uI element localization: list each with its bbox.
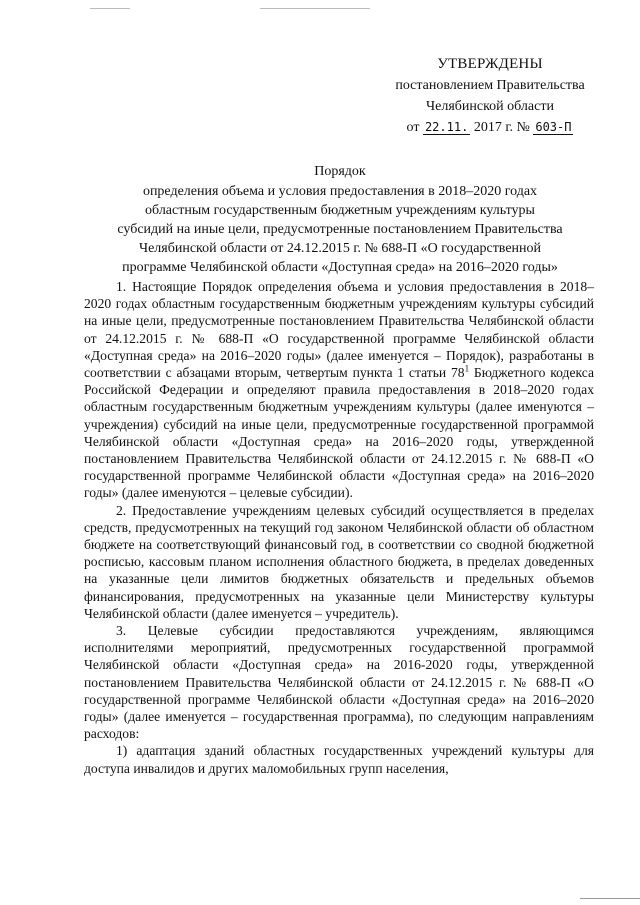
approval-date-line <box>370 117 610 138</box>
scan-artifact <box>260 8 370 9</box>
year-text: 2017 г. № <box>473 120 530 135</box>
paragraph-2: 2. Предоставление учреждениям целевых субсидий осуществляется в пределах средств, предусмотренных на текущий год законом Челябинской области об областном бюджете на соответствующий финансовый год, в соответствии со сводной бюджетной росписью, кассовым планом исполнения областного бюджета, в пределах доведенных на указанные цели лимитов бюджетных обязательств и предельных объемов финансирования, предусмотренных на указанные цели Министерству культуры Челябинской области (далее именуется – учредитель). <box>84 502 594 621</box>
document-body <box>84 278 594 777</box>
title-heading: Порядок <box>314 164 366 179</box>
approval-title: УТВЕРЖДЕНЫ <box>437 56 543 72</box>
paragraph-1-continuation: Бюджетного кодекса Российской Федерации и определяют правила предоставления в 2018–2020 годах областным государственным бюджетным учреждениям культуры (далее именуются – учреждения) субсидий на иные цели, предусмотренные государственной программой Челябинской области «Доступная среда» на 2016–2020 годы, утвержденной постановлением Правительства Челябинской области от 24.12.2015 г. № 688-П «О государственной программе Челябинской области «Доступная среда» на 2016–2020 годы» (далее именуются – целевые субсидии). <box>84 365 594 501</box>
paragraph-3: 3. Целевые субсидии предоставляются учреждениям, являющимся исполнителями мероприятий, предусмотренных государственной программой Челябинской области «Доступная среда» на 2016-2020 годы, утвержденной постановлением Правительства Челябинской области от 24.12.2015 г. № 688-П «О государственной программе Челябинской области «Доступная среда» на 2016–2020 годы» (далее именуется – государственная программа), по следующим направлениям расходов: <box>84 623 594 742</box>
number-value: 603-П <box>535 120 572 134</box>
paragraph-1 <box>84 278 594 502</box>
approval-stamp <box>370 54 610 138</box>
title-line: областным государственным бюджетным учреждениям культуры <box>145 203 535 218</box>
approval-line-2: Челябинской области <box>426 99 554 114</box>
title-line: субсидий на иные цели, предусмотренные постановлением Правительства <box>117 222 563 237</box>
paragraph-1-text: 1. Настоящие Порядок определения объема и условия предоставления в 2018–2020 годах областным государственным бюджетным учреждениям культуры субсидий на иные цели, предусмотренные постановлением Правительства Челябинской области от 24.12.2015 г. № 688-П «О государственной программе Челябинской области «Доступная среда» на 2016–2020 годы» (далее именуется – Порядок), разработаны в соответствии с абзацами вторым, четвертым пункта 1 статьи 78 <box>84 279 594 381</box>
date-prefix: от <box>406 120 420 135</box>
title-line: Челябинской области от 24.12.2015 г. № 688-П «О государственной <box>138 241 542 256</box>
title-line: программе Челябинской области «Доступная среда» на 2016–2020 годы» <box>122 260 558 275</box>
scan-artifact <box>90 8 130 9</box>
scan-artifact <box>580 898 640 905</box>
approval-line-1: постановлением Правительства <box>395 78 585 93</box>
article-superscript: 1 <box>464 363 470 374</box>
paragraph-4: 1) адаптация зданий областных государственных учреждений культуры для доступа инвалидов и других маломобильных групп населения, <box>84 743 594 776</box>
date-value: 22.11. <box>424 120 469 134</box>
document-title <box>80 162 600 277</box>
title-line: определения объема и условия предоставления в 2018–2020 годах <box>142 184 538 199</box>
